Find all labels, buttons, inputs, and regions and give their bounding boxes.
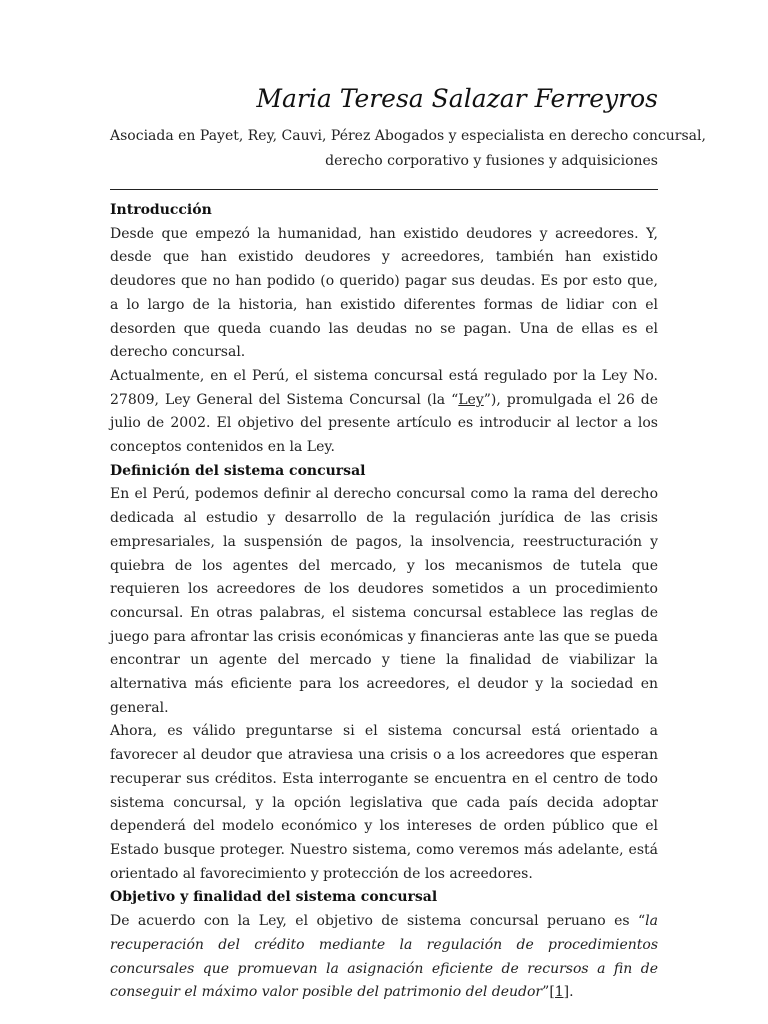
objective-paragraph-1 [110,910,658,1005]
intro-p2-after: ”), promulgada el 26 de julio de 2002. El objetivo del presente artículo es introducir al lector a los conceptos contenidos en la Ley. [110,391,658,456]
affiliation-line-2: derecho corporativo y fusiones y adquisiciones [325,153,658,169]
intro-paragraph-1: Desde que empezó la humanidad, han existido deudores y acreedores. Y, desde que han existido deudores y acreedores, también han existido deudores que no han podido (o querido) pagar sus deudas. Es por esto que, a lo largo de la historia, han existido diferentes formas de lidiar con el desorden que queda cuando las deudas no se pagan. Una de ellas es el derecho concursal. [110,225,658,361]
objective-quote-close: ” [542,984,550,1001]
objective-p1-before: De acuerdo con la Ley, el objetivo de sistema concursal peruano es “ [110,913,646,930]
article-page [110,0,706,1005]
article-body [110,199,658,1005]
objective-quote: la recuperación del crédito mediante la regulación de procedimientos concursales que promuevan la asignación eficiente de recursos a fin de conseguir el máximo valor posible del patrimonio del deudor [110,913,658,1001]
author-affiliation [110,124,706,174]
section-heading-objective: Objetivo y finalidad del sistema concursal [110,889,438,906]
intro-paragraph-2 [110,365,658,460]
definition-paragraph-1: En el Perú, podemos definir al derecho concursal como la rama del derecho dedicada al estudio y desarrollo de la regulación jurídica de las crisis empresariales, la suspensión de pagos, la insolvencia, reestructuración y quiebra de los agentes del mercado, y los mecanismos de tutela que requieren los acreedores de los deudores sometidos a un procedimiento concursal. En otras palabras, el sistema concursal establece las reglas de juego para afrontar las crisis económicas y financieras ante las que se pueda encontrar un agente del mercado y tiene la finalidad de viabilizar la alternativa más eficiente para los acreedores, el deudor y la sociedad en general. [110,486,658,716]
section-heading-intro: Introducción [110,202,212,218]
intro-p2-before: Actualmente, en el Perú, el sistema concursal está regulado por la Ley No. 27809, Ley General del Sistema Concursal (la “ [110,367,658,408]
ley-link[interactable]: Ley [458,391,484,408]
objective-p1-end: . [569,984,574,1001]
section-heading-definition: Definición del sistema concursal [110,462,366,479]
author-name: Maria Teresa Salazar Ferreyros [256,84,658,113]
definition-paragraph-2: Ahora, es válido preguntarse si el sistema concursal está orientado a favorecer al deudor que atraviesa una crisis o a los acreedores que esperan recuperar sus créditos. Esta interrogante se encuentra en el centro de todo sistema concursal, y la opción legislativa que cada país decida adoptar dependerá del modelo económico y los intereses de orden público que el Estado busque proteger. Nuestro sistema, como veremos más adelante, está orientado al favorecimiento y protección de los acreedores. [110,723,658,882]
footnote-link-1[interactable]: [1] [549,984,570,1001]
affiliation-line-1: Asociada en Payet, Rey, Cauvi, Pérez Abogados y especialista en derecho concursal, [110,128,706,144]
header-divider [110,189,658,190]
